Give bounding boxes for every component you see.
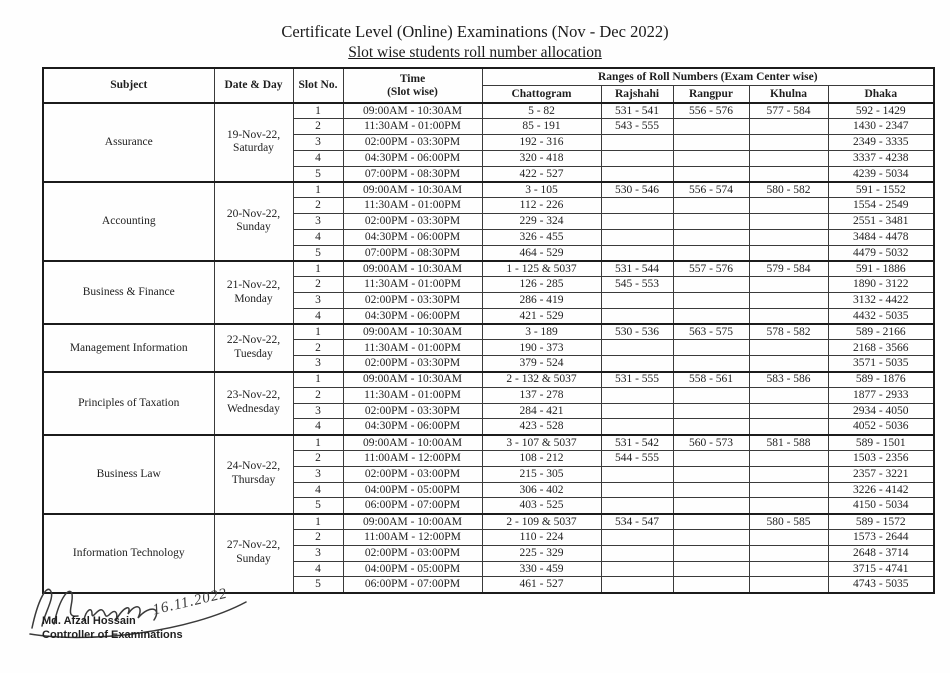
time-slot-cell: 11:30AM - 01:00PM — [343, 198, 482, 214]
date-day-cell — [214, 103, 293, 182]
col-header-subject: Subject — [43, 68, 214, 103]
roll-range-cell-rangpur — [673, 293, 749, 309]
roll-range-cell-rajshahi — [601, 482, 673, 498]
slot-no-cell: 4 — [293, 229, 343, 245]
roll-range-cell-dhaka: 591 - 1886 — [828, 261, 934, 277]
roll-range-cell-khulna: 580 - 585 — [749, 514, 828, 530]
roll-range-cell-chattogram: 320 - 418 — [482, 150, 601, 166]
roll-range-cell-rangpur: 557 - 576 — [673, 261, 749, 277]
roll-range-cell-rajshahi: 531 - 541 — [601, 103, 673, 119]
slot-no-cell: 5 — [293, 245, 343, 261]
roll-range-cell-dhaka: 1877 - 2933 — [828, 387, 934, 403]
slot-no-cell: 2 — [293, 198, 343, 214]
roll-range-cell-rajshahi — [601, 245, 673, 261]
table-row — [43, 514, 934, 530]
roll-range-cell-khulna — [749, 198, 828, 214]
roll-range-cell-rangpur — [673, 277, 749, 293]
slot-no-cell: 3 — [293, 214, 343, 230]
roll-range-cell-dhaka: 1503 - 2356 — [828, 451, 934, 467]
roll-range-cell-rangpur — [673, 403, 749, 419]
roll-range-cell-dhaka: 3571 - 5035 — [828, 356, 934, 372]
roll-range-cell-khulna — [749, 482, 828, 498]
roll-range-cell-dhaka: 2357 - 3221 — [828, 466, 934, 482]
table-row — [43, 103, 934, 119]
roll-range-cell-rajshahi: 531 - 555 — [601, 372, 673, 388]
time-slot-cell: 02:00PM - 03:30PM — [343, 293, 482, 309]
roll-range-cell-dhaka: 3715 - 4741 — [828, 561, 934, 577]
roll-range-cell-khulna — [749, 530, 828, 546]
col-header-time — [343, 68, 482, 103]
slot-no-cell: 1 — [293, 182, 343, 198]
date-line: 21-Nov-22, — [226, 278, 281, 291]
roll-range-cell-khulna: 580 - 582 — [749, 182, 828, 198]
time-slot-cell: 07:00PM - 08:30PM — [343, 166, 482, 182]
time-slot-cell: 02:00PM - 03:30PM — [343, 214, 482, 230]
roll-range-cell-khulna — [749, 245, 828, 261]
slot-no-cell: 4 — [293, 308, 343, 324]
roll-range-cell-chattogram: 190 - 373 — [482, 340, 601, 356]
time-slot-cell: 09:00AM - 10:30AM — [343, 182, 482, 198]
time-slot-cell: 02:00PM - 03:00PM — [343, 545, 482, 561]
roll-range-cell-rangpur: 558 - 561 — [673, 372, 749, 388]
roll-range-cell-dhaka: 2551 - 3481 — [828, 214, 934, 230]
time-slot-cell: 04:00PM - 05:00PM — [343, 561, 482, 577]
roll-range-cell-khulna — [749, 166, 828, 182]
roll-range-cell-khulna — [749, 498, 828, 514]
date-day-cell — [214, 182, 293, 261]
roll-range-cell-rangpur — [673, 482, 749, 498]
time-slot-cell: 11:30AM - 01:00PM — [343, 387, 482, 403]
table-row — [43, 324, 934, 340]
roll-range-cell-rajshahi — [601, 530, 673, 546]
subject-cell: Principles of Taxation — [43, 372, 214, 435]
time-header-line2: (Slot wise) — [387, 85, 438, 98]
roll-range-cell-khulna — [749, 545, 828, 561]
roll-range-cell-khulna — [749, 229, 828, 245]
roll-range-cell-rangpur — [673, 150, 749, 166]
day-line: Wednesday — [227, 403, 280, 416]
roll-range-cell-rajshahi: 543 - 555 — [601, 119, 673, 135]
roll-range-cell-chattogram: 5 - 82 — [482, 103, 601, 119]
roll-range-cell-dhaka: 592 - 1429 — [828, 103, 934, 119]
date-day-cell — [214, 435, 293, 514]
roll-range-cell-rangpur — [673, 135, 749, 151]
signatory-title: Controller of Examinations — [42, 629, 183, 641]
roll-range-cell-dhaka: 3484 - 4478 — [828, 229, 934, 245]
time-slot-cell: 11:30AM - 01:00PM — [343, 119, 482, 135]
roll-range-cell-khulna — [749, 214, 828, 230]
roll-range-cell-dhaka: 3132 - 4422 — [828, 293, 934, 309]
slot-no-cell: 5 — [293, 498, 343, 514]
slot-no-cell: 2 — [293, 387, 343, 403]
time-slot-cell: 06:00PM - 07:00PM — [343, 498, 482, 514]
slot-no-cell: 1 — [293, 261, 343, 277]
roll-range-cell-chattogram: 306 - 402 — [482, 482, 601, 498]
roll-range-cell-khulna — [749, 293, 828, 309]
roll-range-cell-dhaka: 4743 - 5035 — [828, 577, 934, 593]
roll-range-cell-khulna — [749, 577, 828, 593]
roll-range-cell-chattogram: 85 - 191 — [482, 119, 601, 135]
roll-range-cell-chattogram: 421 - 529 — [482, 308, 601, 324]
roll-range-cell-rangpur — [673, 498, 749, 514]
signature-block — [0, 578, 400, 668]
roll-range-cell-rangpur — [673, 340, 749, 356]
roll-range-cell-rangpur — [673, 214, 749, 230]
time-slot-cell: 04:30PM - 06:00PM — [343, 150, 482, 166]
date-line: 20-Nov-22, — [226, 207, 281, 220]
roll-range-cell-chattogram: 108 - 212 — [482, 451, 601, 467]
slot-no-cell: 4 — [293, 482, 343, 498]
roll-range-cell-rangpur — [673, 561, 749, 577]
time-slot-cell: 11:00AM - 12:00PM — [343, 530, 482, 546]
day-line: Saturday — [233, 142, 274, 155]
roll-range-cell-chattogram: 284 - 421 — [482, 403, 601, 419]
signature-date: 16.11.2022 — [151, 585, 230, 619]
roll-range-cell-rajshahi — [601, 135, 673, 151]
roll-range-cell-rajshahi — [601, 403, 673, 419]
day-line: Tuesday — [234, 347, 273, 360]
roll-range-cell-chattogram: 112 - 226 — [482, 198, 601, 214]
slot-no-cell: 4 — [293, 419, 343, 435]
roll-range-cell-dhaka: 589 - 1876 — [828, 372, 934, 388]
roll-range-cell-chattogram: 3 - 107 & 5037 — [482, 435, 601, 451]
slot-no-cell: 3 — [293, 545, 343, 561]
time-slot-cell: 04:00PM - 05:00PM — [343, 482, 482, 498]
roll-range-cell-dhaka: 4150 - 5034 — [828, 498, 934, 514]
day-line: Sunday — [236, 221, 271, 234]
roll-range-cell-dhaka: 2349 - 3335 — [828, 135, 934, 151]
roll-range-cell-chattogram: 192 - 316 — [482, 135, 601, 151]
roll-range-cell-rajshahi: 530 - 546 — [601, 182, 673, 198]
roll-range-cell-rangpur — [673, 245, 749, 261]
roll-range-cell-dhaka: 4432 - 5035 — [828, 308, 934, 324]
roll-range-cell-khulna: 581 - 588 — [749, 435, 828, 451]
slot-no-cell: 3 — [293, 135, 343, 151]
roll-range-cell-rangpur — [673, 466, 749, 482]
roll-range-cell-chattogram: 326 - 455 — [482, 229, 601, 245]
roll-range-cell-rangpur — [673, 198, 749, 214]
slot-no-cell: 1 — [293, 372, 343, 388]
roll-range-cell-dhaka: 2168 - 3566 — [828, 340, 934, 356]
roll-range-cell-rajshahi — [601, 466, 673, 482]
roll-range-cell-rajshahi — [601, 545, 673, 561]
roll-range-cell-dhaka: 3337 - 4238 — [828, 150, 934, 166]
roll-range-cell-rangpur: 556 - 576 — [673, 103, 749, 119]
time-slot-cell: 02:00PM - 03:30PM — [343, 135, 482, 151]
roll-range-cell-chattogram: 422 - 527 — [482, 166, 601, 182]
roll-range-cell-rangpur — [673, 308, 749, 324]
time-slot-cell: 09:00AM - 10:30AM — [343, 103, 482, 119]
roll-range-cell-khulna: 579 - 584 — [749, 261, 828, 277]
roll-range-cell-khulna: 583 - 586 — [749, 372, 828, 388]
day-line: Monday — [234, 292, 273, 305]
time-slot-cell: 04:30PM - 06:00PM — [343, 229, 482, 245]
date-line: 22-Nov-22, — [226, 334, 281, 347]
date-day-cell — [214, 324, 293, 371]
date-line: 23-Nov-22, — [226, 389, 281, 402]
col-header-rajshahi: Rajshahi — [601, 86, 673, 104]
roll-range-cell-chattogram: 225 - 329 — [482, 545, 601, 561]
roll-range-cell-khulna — [749, 387, 828, 403]
roll-range-cell-rangpur — [673, 419, 749, 435]
roll-range-cell-chattogram: 229 - 324 — [482, 214, 601, 230]
roll-range-cell-rangpur — [673, 229, 749, 245]
roll-range-cell-dhaka: 589 - 1572 — [828, 514, 934, 530]
slot-no-cell: 3 — [293, 403, 343, 419]
slot-no-cell: 2 — [293, 340, 343, 356]
roll-range-cell-dhaka: 1573 - 2644 — [828, 530, 934, 546]
roll-range-cell-chattogram: 2 - 132 & 5037 — [482, 372, 601, 388]
roll-range-cell-rajshahi — [601, 387, 673, 403]
roll-range-cell-rajshahi — [601, 577, 673, 593]
slot-no-cell: 5 — [293, 577, 343, 593]
roll-range-cell-chattogram: 3 - 189 — [482, 324, 601, 340]
roll-range-cell-rangpur: 556 - 574 — [673, 182, 749, 198]
table-row — [43, 261, 934, 277]
roll-range-cell-khulna — [749, 150, 828, 166]
time-slot-cell: 11:30AM - 01:00PM — [343, 277, 482, 293]
roll-range-cell-khulna: 577 - 584 — [749, 103, 828, 119]
roll-range-cell-rangpur: 560 - 573 — [673, 435, 749, 451]
document-subtitle: Slot wise students roll number allocation — [348, 44, 602, 61]
roll-range-cell-rangpur — [673, 387, 749, 403]
roll-range-cell-rajshahi — [601, 214, 673, 230]
subject-cell: Business Law — [43, 435, 214, 514]
date-line: 24-Nov-22, — [226, 460, 281, 473]
roll-range-cell-chattogram: 137 - 278 — [482, 387, 601, 403]
roll-range-cell-chattogram: 464 - 529 — [482, 245, 601, 261]
roll-range-cell-rangpur — [673, 166, 749, 182]
subject-cell: Business & Finance — [43, 261, 214, 324]
roll-range-cell-khulna — [749, 277, 828, 293]
roll-range-cell-dhaka: 1554 - 2549 — [828, 198, 934, 214]
day-line: Sunday — [236, 553, 271, 566]
roll-range-cell-rangpur — [673, 356, 749, 372]
roll-range-cell-chattogram: 2 - 109 & 5037 — [482, 514, 601, 530]
roll-range-cell-khulna — [749, 308, 828, 324]
roll-range-cell-rajshahi — [601, 229, 673, 245]
roll-range-cell-chattogram: 330 - 459 — [482, 561, 601, 577]
time-slot-cell: 09:00AM - 10:00AM — [343, 514, 482, 530]
roll-range-cell-dhaka: 589 - 2166 — [828, 324, 934, 340]
roll-range-cell-khulna: 578 - 582 — [749, 324, 828, 340]
table-row — [43, 182, 934, 198]
time-slot-cell: 06:00PM - 07:00PM — [343, 577, 482, 593]
roll-range-cell-rajshahi: 544 - 555 — [601, 451, 673, 467]
roll-range-cell-rajshahi: 530 - 536 — [601, 324, 673, 340]
subject-cell: Management Information — [43, 324, 214, 371]
roll-range-cell-khulna — [749, 403, 828, 419]
time-slot-cell: 02:00PM - 03:00PM — [343, 466, 482, 482]
roll-range-cell-khulna — [749, 356, 828, 372]
slot-no-cell: 3 — [293, 356, 343, 372]
roll-range-cell-dhaka: 2934 - 4050 — [828, 403, 934, 419]
roll-range-cell-chattogram: 286 - 419 — [482, 293, 601, 309]
roll-range-cell-rajshahi: 545 - 553 — [601, 277, 673, 293]
slot-no-cell: 2 — [293, 530, 343, 546]
date-day-cell — [214, 372, 293, 435]
roll-range-cell-dhaka: 4479 - 5032 — [828, 245, 934, 261]
roll-range-cell-chattogram: 1 - 125 & 5037 — [482, 261, 601, 277]
col-header-dhaka: Dhaka — [828, 86, 934, 104]
subject-cell: Information Technology — [43, 514, 214, 593]
signatory-name: Md. Afzal Hossain — [42, 615, 136, 627]
slot-no-cell: 2 — [293, 451, 343, 467]
slot-no-cell: 1 — [293, 324, 343, 340]
col-header-khulna: Khulna — [749, 86, 828, 104]
roll-range-cell-chattogram: 215 - 305 — [482, 466, 601, 482]
subject-cell: Assurance — [43, 103, 214, 182]
slot-no-cell: 3 — [293, 293, 343, 309]
slot-no-cell: 5 — [293, 166, 343, 182]
date-line: 19-Nov-22, — [226, 128, 281, 141]
roll-range-cell-rajshahi — [601, 356, 673, 372]
col-header-slot-no: Slot No. — [293, 68, 343, 103]
header-row-1 — [43, 68, 934, 86]
roll-range-cell-dhaka: 1430 - 2347 — [828, 119, 934, 135]
slot-no-cell: 1 — [293, 103, 343, 119]
slot-no-cell: 1 — [293, 514, 343, 530]
roll-range-cell-rajshahi — [601, 308, 673, 324]
slot-no-cell: 2 — [293, 119, 343, 135]
table-row — [43, 372, 934, 388]
roll-range-cell-khulna — [749, 135, 828, 151]
roll-range-cell-chattogram: 403 - 525 — [482, 498, 601, 514]
col-header-date-day: Date & Day — [214, 68, 293, 103]
time-slot-cell: 04:30PM - 06:00PM — [343, 308, 482, 324]
slot-no-cell: 1 — [293, 435, 343, 451]
time-slot-cell: 07:00PM - 08:30PM — [343, 245, 482, 261]
col-header-rangpur: Rangpur — [673, 86, 749, 104]
date-line: 27-Nov-22, — [226, 539, 281, 552]
roll-range-cell-rangpur: 563 - 575 — [673, 324, 749, 340]
roll-range-cell-rajshahi — [601, 419, 673, 435]
time-slot-cell: 04:30PM - 06:00PM — [343, 419, 482, 435]
roll-range-cell-chattogram: 3 - 105 — [482, 182, 601, 198]
time-slot-cell: 09:00AM - 10:30AM — [343, 324, 482, 340]
roll-range-cell-rajshahi — [601, 150, 673, 166]
table-row — [43, 435, 934, 451]
roll-range-cell-chattogram: 379 - 524 — [482, 356, 601, 372]
roll-range-cell-rangpur — [673, 545, 749, 561]
date-day-cell — [214, 261, 293, 324]
time-slot-cell: 09:00AM - 10:00AM — [343, 435, 482, 451]
col-header-chattogram: Chattogram — [482, 86, 601, 104]
roll-range-cell-chattogram: 110 - 224 — [482, 530, 601, 546]
roll-range-cell-khulna — [749, 466, 828, 482]
time-slot-cell: 11:00AM - 12:00PM — [343, 451, 482, 467]
roll-range-cell-khulna — [749, 340, 828, 356]
roll-range-cell-rajshahi — [601, 293, 673, 309]
roll-range-cell-khulna — [749, 561, 828, 577]
exam-schedule-table — [42, 67, 935, 594]
slot-no-cell: 3 — [293, 466, 343, 482]
col-header-ranges-group: Ranges of Roll Numbers (Exam Center wise) — [482, 68, 934, 86]
roll-range-cell-rajshahi: 531 - 542 — [601, 435, 673, 451]
roll-range-cell-chattogram: 126 - 285 — [482, 277, 601, 293]
roll-range-cell-rajshahi — [601, 198, 673, 214]
roll-range-cell-chattogram: 423 - 528 — [482, 419, 601, 435]
roll-range-cell-dhaka: 2648 - 3714 — [828, 545, 934, 561]
roll-range-cell-rajshahi — [601, 340, 673, 356]
roll-range-cell-chattogram: 461 - 527 — [482, 577, 601, 593]
roll-range-cell-rangpur — [673, 119, 749, 135]
time-header-line1: Time — [399, 72, 426, 85]
document-title: Certificate Level (Online) Examinations (Nov - Dec 2022) — [281, 22, 669, 41]
roll-range-cell-rajshahi: 531 - 544 — [601, 261, 673, 277]
roll-range-cell-rajshahi — [601, 166, 673, 182]
time-slot-cell: 09:00AM - 10:30AM — [343, 372, 482, 388]
time-slot-cell: 02:00PM - 03:30PM — [343, 403, 482, 419]
roll-range-cell-rangpur — [673, 451, 749, 467]
roll-range-cell-khulna — [749, 119, 828, 135]
slot-no-cell: 2 — [293, 277, 343, 293]
roll-range-cell-khulna — [749, 419, 828, 435]
roll-range-cell-dhaka: 591 - 1552 — [828, 182, 934, 198]
roll-range-cell-rangpur — [673, 577, 749, 593]
time-slot-cell: 09:00AM - 10:30AM — [343, 261, 482, 277]
roll-range-cell-rajshahi — [601, 498, 673, 514]
slot-no-cell: 4 — [293, 150, 343, 166]
day-line: Thursday — [231, 474, 276, 487]
roll-range-cell-dhaka: 4052 - 5036 — [828, 419, 934, 435]
roll-range-cell-rajshahi — [601, 561, 673, 577]
time-slot-cell: 02:00PM - 03:30PM — [343, 356, 482, 372]
roll-range-cell-rajshahi: 534 - 547 — [601, 514, 673, 530]
time-slot-cell: 11:30AM - 01:00PM — [343, 340, 482, 356]
roll-range-cell-dhaka: 4239 - 5034 — [828, 166, 934, 182]
roll-range-cell-dhaka: 1890 - 3122 — [828, 277, 934, 293]
slot-no-cell: 4 — [293, 561, 343, 577]
roll-range-cell-rangpur — [673, 530, 749, 546]
subject-cell: Accounting — [43, 182, 214, 261]
roll-range-cell-khulna — [749, 451, 828, 467]
roll-range-cell-dhaka: 3226 - 4142 — [828, 482, 934, 498]
roll-range-cell-dhaka: 589 - 1501 — [828, 435, 934, 451]
roll-range-cell-rangpur — [673, 514, 749, 530]
